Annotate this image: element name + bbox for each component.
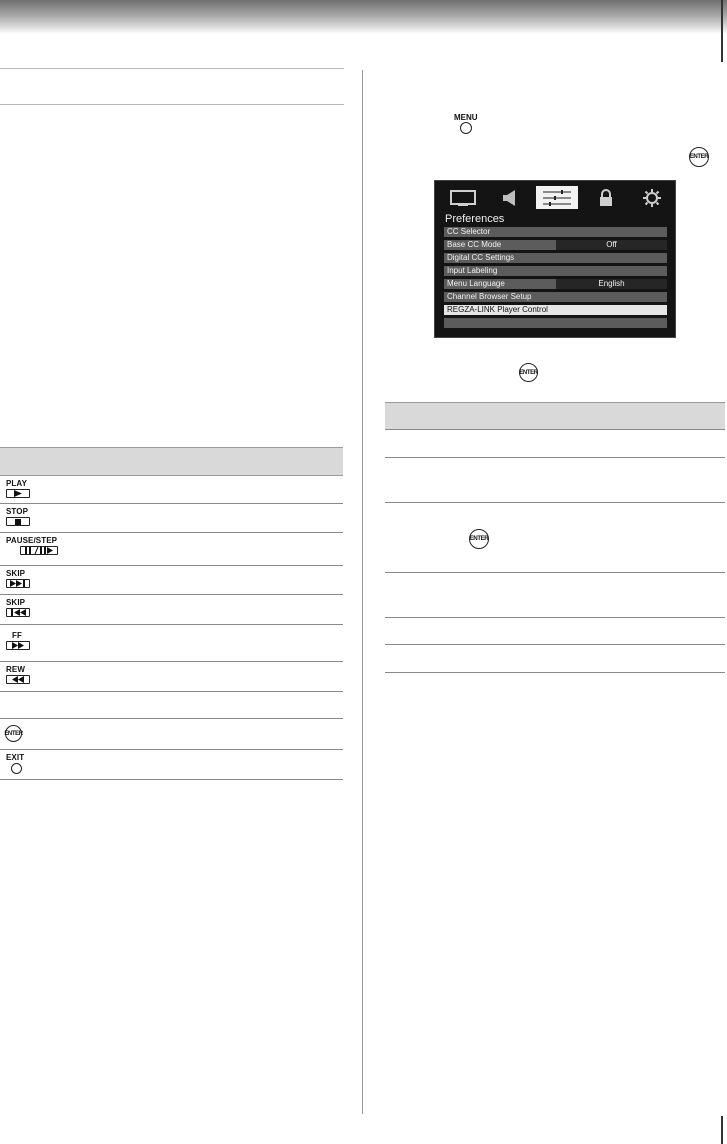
enter-button xyxy=(5,725,22,742)
pause-step-icon xyxy=(24,547,54,554)
enter-icon-inline-2 xyxy=(519,363,538,382)
table-row xyxy=(385,618,725,645)
menu-tabs xyxy=(442,186,670,209)
key-label: SKIP xyxy=(6,598,26,607)
menu-item-label: Base CC Mode xyxy=(447,240,502,249)
table-row xyxy=(385,573,725,618)
tab-picture[interactable] xyxy=(442,186,484,209)
remote-function-table xyxy=(0,447,343,780)
skip-back-icon xyxy=(10,609,26,616)
table-row-pause-step xyxy=(0,533,343,566)
enter-icon: ENTER xyxy=(469,529,489,549)
menu-item-regza-link-player-control[interactable] xyxy=(444,305,667,315)
rew-button xyxy=(6,665,30,684)
menu-circle-icon xyxy=(460,122,472,134)
key-label: STOP xyxy=(6,507,29,516)
tab-lock[interactable] xyxy=(585,186,627,209)
pause-step-button xyxy=(6,536,58,555)
lock-icon xyxy=(598,189,614,207)
audio-icon xyxy=(501,189,521,207)
skip-back-button xyxy=(6,598,30,617)
menu-item-label: Digital CC Settings xyxy=(447,253,515,262)
key-label: FF xyxy=(12,631,22,640)
key-label: PAUSE/STEP xyxy=(6,536,58,545)
menu-item-label: REGZA-LINK Player Control xyxy=(447,305,548,314)
player-control-table xyxy=(385,402,725,673)
table-header xyxy=(0,447,343,476)
ff-button xyxy=(6,631,30,650)
stop-button xyxy=(6,507,30,526)
menu-item-base-cc-mode[interactable] xyxy=(444,240,667,250)
tab-audio[interactable] xyxy=(490,186,532,209)
menu-title: Preferences xyxy=(445,213,505,225)
key-label: SKIP xyxy=(6,569,26,578)
edge-tick-top xyxy=(721,0,723,62)
tab-setup[interactable] xyxy=(631,186,673,209)
preferences-icon xyxy=(541,189,573,207)
edge-tick-bottom xyxy=(721,1116,723,1144)
stop-icon xyxy=(15,519,21,525)
section-rule-bottom xyxy=(0,104,344,105)
menu-item-cc-selector[interactable] xyxy=(444,227,667,237)
header-band xyxy=(0,0,727,34)
table-row-stop xyxy=(0,504,343,533)
table-row-blank xyxy=(0,692,343,719)
table-row xyxy=(385,458,725,503)
setup-icon xyxy=(643,189,661,207)
menu-item-label: CC Selector xyxy=(447,227,491,236)
table-row-enter xyxy=(0,719,343,750)
menu-item-value[interactable]: English xyxy=(556,279,667,289)
skip-forward-button xyxy=(6,569,30,588)
table-row-ff xyxy=(0,625,343,662)
key-label: MENU xyxy=(454,113,478,122)
menu-item-empty xyxy=(444,318,667,328)
picture-icon xyxy=(450,190,476,206)
menu-item-value[interactable]: Off xyxy=(556,240,667,250)
key-label: REW xyxy=(6,665,25,674)
key-label: EXIT xyxy=(6,753,25,762)
exit-circle-icon xyxy=(11,763,22,774)
table-row xyxy=(385,503,725,573)
tab-preferences[interactable] xyxy=(536,186,578,209)
fast-forward-icon xyxy=(11,642,25,649)
table-row-rew xyxy=(0,662,343,692)
table-row xyxy=(385,430,725,458)
enter-icon-inline xyxy=(689,147,709,167)
menu-item-digital-cc-settings[interactable] xyxy=(444,253,667,263)
menu-button xyxy=(454,113,478,134)
menu-item-label: Menu Language xyxy=(447,279,505,288)
table-header xyxy=(385,402,725,430)
column-divider xyxy=(362,70,363,1114)
enter-icon: ENTER xyxy=(519,363,538,382)
menu-item-input-labeling[interactable] xyxy=(444,266,667,276)
enter-icon: ENTER xyxy=(689,147,709,167)
table-row-skip-forward xyxy=(0,566,343,595)
table-row-skip-back xyxy=(0,595,343,625)
menu-item-label: Input Labeling xyxy=(447,266,498,275)
menu-item-menu-language[interactable] xyxy=(444,279,667,289)
section-rule-top xyxy=(0,68,344,69)
menu-item-label: Channel Browser Setup xyxy=(447,292,532,301)
exit-button xyxy=(6,753,24,774)
rewind-icon xyxy=(11,676,25,683)
key-label: PLAY xyxy=(6,479,28,488)
menu-item-channel-browser-setup[interactable] xyxy=(444,292,667,302)
play-icon xyxy=(13,490,23,497)
table-row-exit xyxy=(0,750,343,780)
tv-menu-screen xyxy=(434,180,676,338)
skip-forward-icon xyxy=(10,580,26,587)
play-button xyxy=(6,479,30,498)
table-row-play xyxy=(0,476,343,504)
enter-icon: ENTER xyxy=(5,725,22,742)
table-row xyxy=(385,645,725,673)
